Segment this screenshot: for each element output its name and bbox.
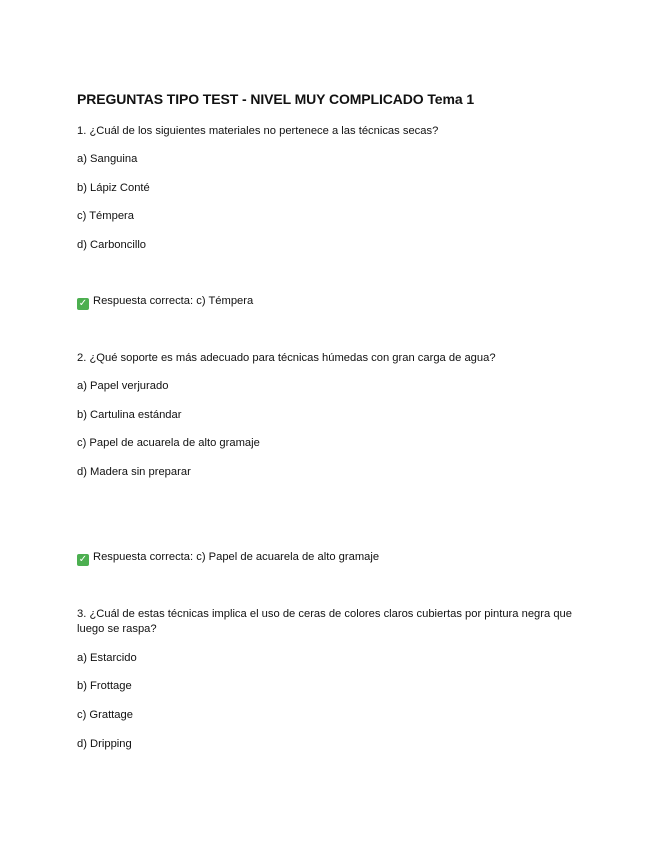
question-3-option-c: c) Grattage <box>77 709 133 721</box>
question-2-option-d: d) Madera sin preparar <box>77 466 191 478</box>
question-2-text: 2. ¿Qué soporte es más adecuado para técnicas húmedas con gran carga de agua? <box>77 352 496 364</box>
check-mark-icon: ✓ <box>78 298 88 309</box>
question-1-answer-text: Respuesta correcta: c) Témpera <box>93 295 254 307</box>
question-1-answer <box>77 294 253 310</box>
question-1-option-c: c) Témpera <box>77 210 134 222</box>
question-3-option-d: d) Dripping <box>77 738 132 750</box>
question-1-option-b: b) Lápiz Conté <box>77 182 150 194</box>
question-2-option-c: c) Papel de acuarela de alto gramaje <box>77 437 260 449</box>
question-3-option-b: b) Frottage <box>77 680 132 692</box>
question-2-answer-text: Respuesta correcta: c) Papel de acuarela de alto gramaje <box>93 551 380 563</box>
question-1-option-d: d) Carboncillo <box>77 239 147 251</box>
question-3-text: 3. ¿Cuál de estas técnicas implica el uso de ceras de colores claros cubiertas por pintura negra que luego se raspa? <box>77 608 572 635</box>
document-title: PREGUNTAS TIPO TEST - NIVEL MUY COMPLICADO Tema 1 <box>77 91 474 107</box>
question-3-option-a: a) Estarcido <box>77 652 137 664</box>
question-1-option-a: a) Sanguina <box>77 153 138 165</box>
question-1-text: 1. ¿Cuál de los siguientes materiales no pertenece a las técnicas secas? <box>77 125 439 137</box>
question-2-option-a: a) Papel verjurado <box>77 380 169 392</box>
question-2-option-b: b) Cartulina estándar <box>77 409 182 421</box>
check-mark-icon: ✓ <box>78 554 88 565</box>
question-2-answer <box>77 550 379 566</box>
